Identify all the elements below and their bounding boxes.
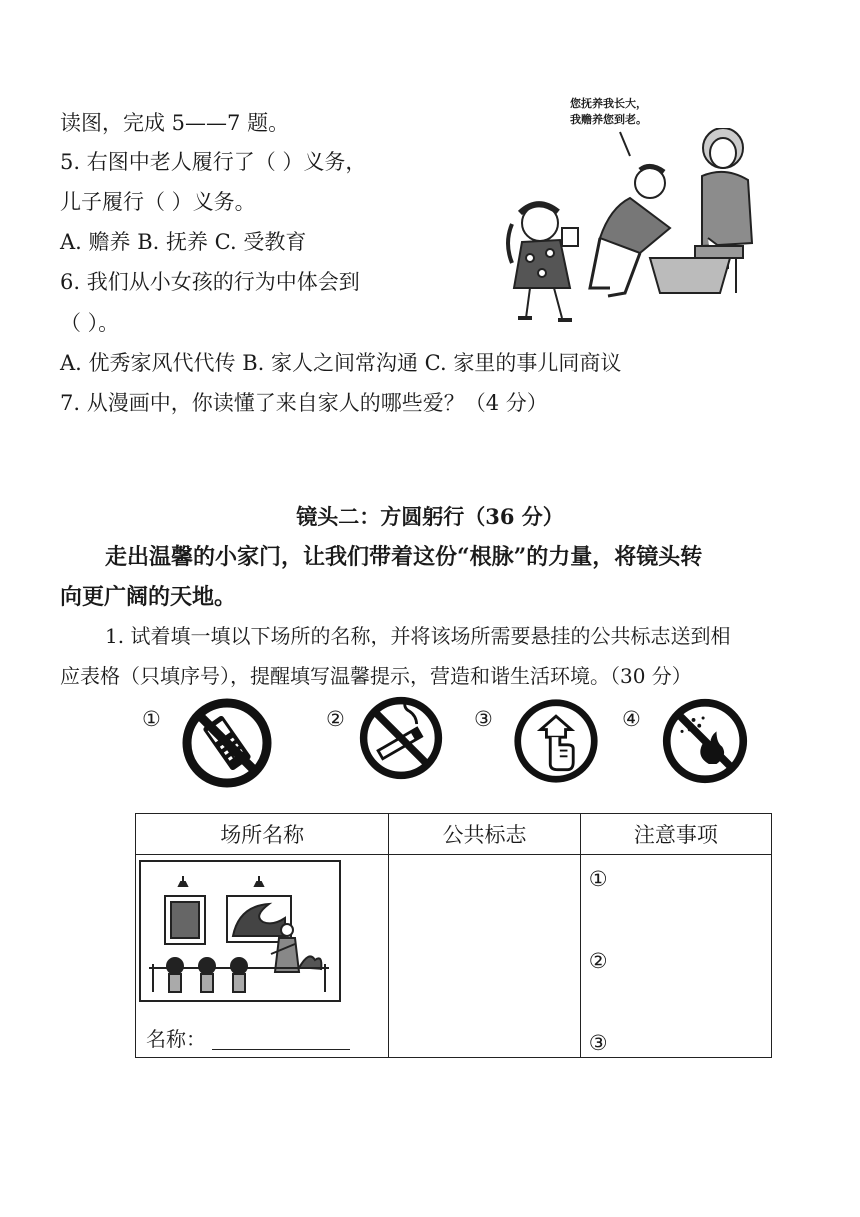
symbol-3-number: ③ xyxy=(474,707,493,731)
header-place-name: 场所名称 xyxy=(136,814,389,855)
place-name-blank[interactable] xyxy=(212,1031,350,1050)
q7-text: 7. 从漫画中，你读懂了来自家人的哪些爱？（4 分） xyxy=(60,391,548,415)
no-phone-icon xyxy=(181,697,273,789)
header-notes: 注意事项 xyxy=(580,814,771,855)
no-smoking-icon xyxy=(358,695,444,781)
place-name-label: 名称： xyxy=(146,1027,206,1051)
section-lead-line1: 走出温馨的小家门，让我们带着这份“根脉”的力量，将镜头转 xyxy=(105,544,703,570)
q6-options: A. 优秀家风代代传 B. 家人之间常沟通 C. 家里的事儿同商议 xyxy=(60,351,622,375)
intro-text: 读图，完成 5——7 题。 xyxy=(60,111,290,135)
q6-line1: 6. 我们从小女孩的行为中体会到 xyxy=(60,270,360,294)
note-1-number: ① xyxy=(588,867,608,891)
note-3-number: ③ xyxy=(588,1031,608,1055)
section-title: 镜头二：方圆躬行（36 分） xyxy=(296,504,564,529)
q5-line1: 5. 右图中老人履行了（ ）义务， xyxy=(60,150,367,174)
no-touch-icon xyxy=(512,697,600,785)
public-symbol-answer-cell[interactable] xyxy=(389,855,580,1058)
q5-options: A. 赡养 B. 抚养 C. 受教育 xyxy=(60,230,307,254)
header-public-symbol: 公共标志 xyxy=(389,814,580,855)
q1-line1: 1. 试着填一填以下场所的名称，并将该场所需要悬挂的公共标志送到相 xyxy=(105,624,731,648)
note-2-number: ② xyxy=(588,949,608,973)
symbol-1-number: ① xyxy=(142,707,161,731)
q1-line2: 应表格（只填序号），提醒填写温馨提示，营造和谐生活环境。（30 分） xyxy=(60,664,692,688)
family-cartoon-illustration xyxy=(490,128,760,328)
section-lead-line2: 向更广阔的天地。 xyxy=(60,584,237,610)
place-name-cell xyxy=(136,855,389,1058)
museum-picture xyxy=(139,860,341,1002)
no-fire-icon xyxy=(661,697,749,785)
notes-cell[interactable] xyxy=(580,855,771,1058)
places-table xyxy=(135,813,772,1058)
symbol-4-number: ④ xyxy=(622,707,641,731)
q5-line2: 儿子履行（ ）义务。 xyxy=(60,190,256,214)
cartoon-speech-bubble: 您抚养我长大， 我赡养您到老。 xyxy=(570,97,647,126)
q6-line2: （ ）。 xyxy=(60,311,120,335)
symbol-2-number: ② xyxy=(326,707,345,731)
